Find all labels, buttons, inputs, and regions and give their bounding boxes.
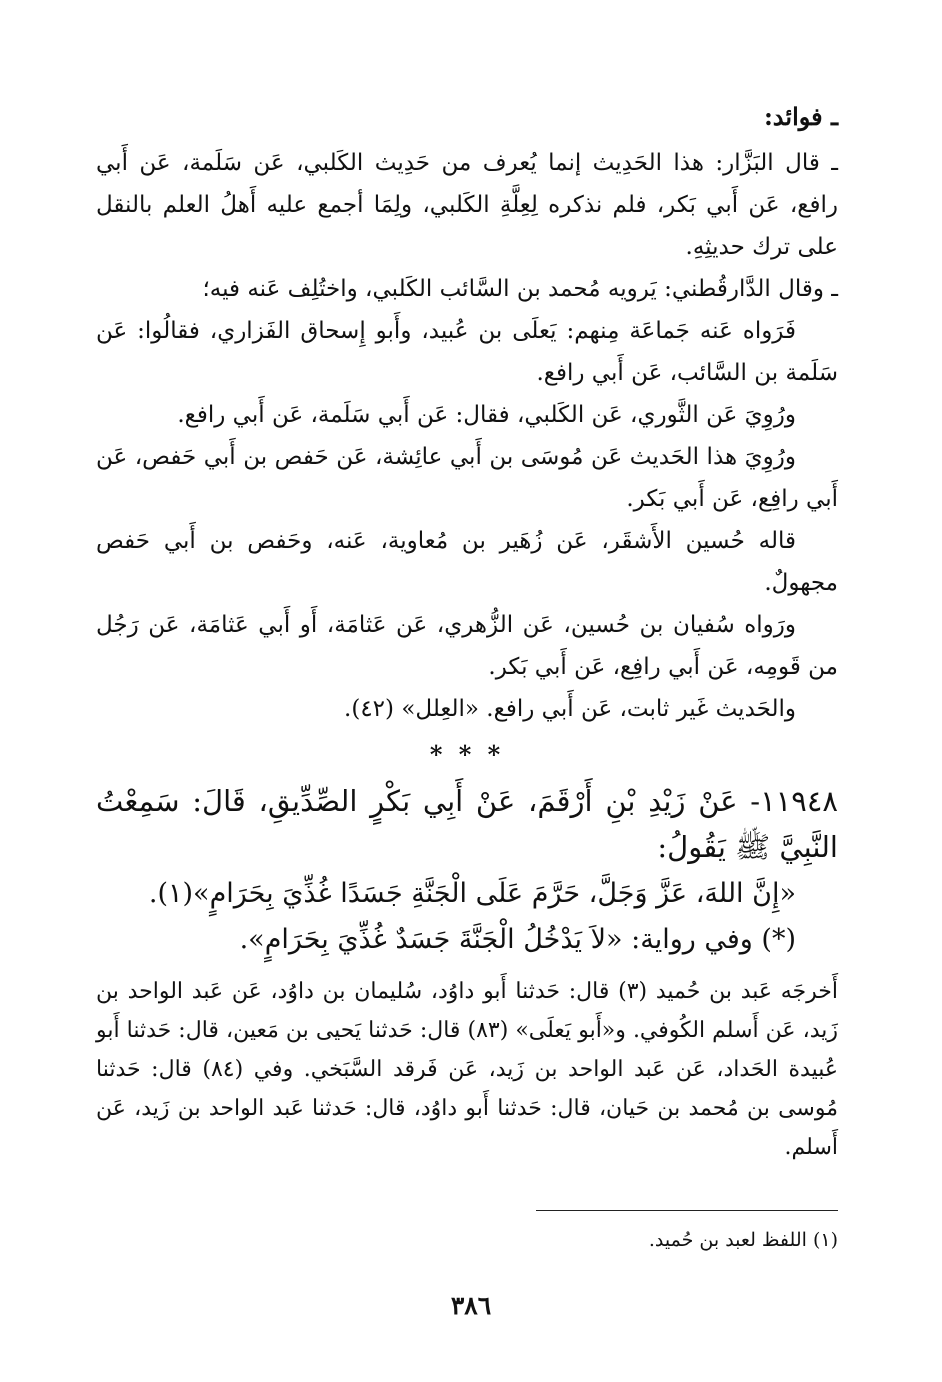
section-separator: * * * (429, 740, 505, 769)
note-paragraph: ـ قال البَزَّار: هذا الحَدِيث إنما يُعرف من حَدِيث الكَلبي، عَن سَلَمة، عَن أَبي رافع، عَن أَبي بَكر، فلم نذكره لِعِلَّةِ الكَلبي، ولِمَا أجمع عليه أَهلُ العلم بالنقل على ترك حديثِهِ. (96, 150, 838, 260)
page-number: ٣٨٦ (450, 1291, 492, 1320)
hadith-text: «إِنَّ اللهَ، عَزَّ وَجَلَّ، حَرَّمَ عَلَى الْجَنَّةِ جَسَدًا غُذِّيَ بِحَرَامٍ»(١). (148, 878, 796, 909)
footnote-divider (536, 1210, 838, 1211)
page-body (96, 100, 838, 1167)
note-paragraph: ورَواه سُفيان بن حُسين، عَن الزُّهري، عَن عَثامَة، أَو أَبي عَثامَة، عَن رَجُل من قَومِه، عَن أَبي رافِع، عَن أَبي بَكر. (96, 612, 838, 680)
footnote: (١) اللفظ لعبد بن حُميد. (648, 1229, 838, 1251)
hadith-variant: (*) وفي رواية: «لاَ يَدْخُلُ الْجَنَّةَ جَسَدٌ غُذِّيَ بِحَرَامٍ». (239, 924, 796, 955)
note-paragraph: ورُوِيَ هذا الحَديث عَن مُوسَى بن أَبي عائِشة، عَن حَفص بن أَبي حَفص، عَن أَبي رافِع، عَن أَبي بَكر. (96, 444, 838, 512)
note-paragraph: فَرَواه عَنه جَماعَة مِنهم: يَعلَى بن عُبيد، وأَبو إِسحاق الفَزاري، فقالُوا: عَن سَلَمة بن السَّائب، عَن أَبي رافع. (96, 318, 838, 386)
note-paragraph: ـ وقال الدَّارقُطني: يَرويه مُحمد بن السَّائب الكَلبي، واختُلِف عَنه فيه؛ (202, 276, 838, 302)
takhrij-paragraph: أَخرجَه عَبد بن حُميد (٣) قال: حَدثنا أَبو داوُد، سُليمان بن داوُد، عَن عَبد الواحد بن زَيد، عَن أَسلم الكُوفي. و«أَبو يَعلَى» (٨٣) قال: حَدثنا يَحيى بن مَعين، قال: حَدثنا أَبو عُبيدة الحَداد، عَن عَبد الواحد بن زَيد، عَن فَرقد السَّبَخي. وفي (٨٤) قال: حَدثنا مُوسى بن مُحمد بن حَيان، قال: حَدثنا أَبو داوُد، قال: حَدثنا عَبد الواحد بن زَيد، عَن أَسلم. (96, 979, 839, 1160)
hadith-intro: ١١٩٤٨- عَنْ زَيْدِ بْنِ أَرْقَمَ، عَنْ أَبِي بَكْرٍ الصِّدِّيقِ، قَالَ: سَمِعْتُ النَّبِيَّ ﷺ يَقُولُ: (96, 784, 838, 864)
note-paragraph: ورُوِيَ عَن الثَّوري، عَن الكَلبي، فقال: عَن أَبي سَلَمة، عَن أَبي رافع. (177, 402, 796, 428)
note-paragraph: قاله حُسين الأَشقَر، عَن زُهَير بن مُعاوية، عَنه، وحَفص بن أَبي حَفص مجهولٌ. (96, 528, 838, 596)
section-heading: ـ فوائد: (763, 102, 838, 131)
note-paragraph: والحَديث غَير ثابت، عَن أَبي رافع. «العِلل» (٤٢). (344, 696, 796, 722)
